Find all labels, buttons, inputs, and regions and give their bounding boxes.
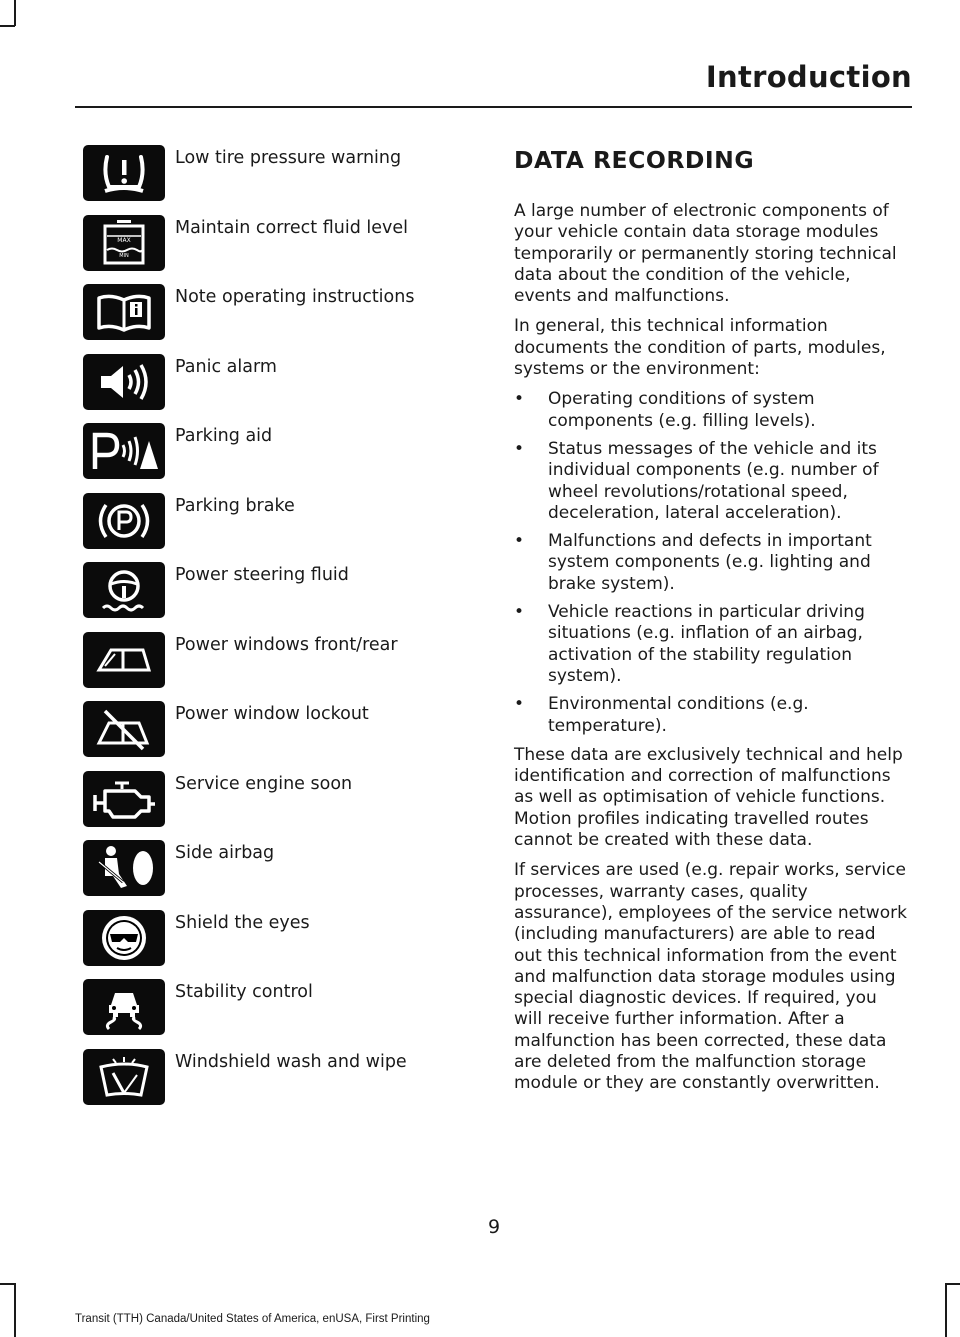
paragraph: A large number of electronic components of your vehicle contain data storage modules temporarily or permanently storing technical data about the condition of the vehicle, events and malfunctions. [514,201,897,307]
bullet-marker: • [514,602,525,623]
symbol-row [83,493,443,563]
symbol-list [83,145,443,1118]
symbol-label: Maintain correct fluid level [175,217,408,238]
symbol-label: Parking brake [175,495,295,516]
panic-alarm-icon [83,354,165,410]
crop-mark [0,1283,15,1285]
list-item-text: Vehicle reactions in particular driving situations (e.g. inflation of an airbag, activation of the stability regulation system). [548,602,865,686]
window-lockout-icon [83,701,165,757]
svg-text:MAX: MAX [117,236,131,244]
section-heading: DATA RECORDING [514,146,755,174]
paragraph: If services are used (e.g. repair works, service processes, warranty cases, quality assurance), employees of the service network (including manufacturers) are able to read out this technical information from the event and malfunction data storage modules using special diagnostic devices. If required, you will receive further information. After a malfunction has been corrected, these data are deleted from the malfunction storage module or they are constantly overwritten. [514,860,907,1094]
engine-icon [83,771,165,827]
symbol-row [83,1049,443,1119]
symbol-row [83,145,443,215]
list-item [514,602,908,687]
symbol-label: Power windows front/rear [175,634,398,655]
list-item-text: Operating conditions of system components (e.g. filling levels). [548,389,816,431]
symbol-label: Stability control [175,982,313,1002]
symbol-row [83,423,443,493]
fluid-level-icon [83,215,165,271]
footer-text: Transit (TTH) Canada/United States of America, enUSA, First Printing [75,1313,430,1325]
symbol-row [83,910,443,980]
list-item-text: Malfunctions and defects in important system components (e.g. lighting and brake system). [548,531,872,594]
symbol-label: Windshield wash and wipe [175,1051,407,1072]
list-item [514,439,908,524]
bullet-list [514,389,908,736]
bullet-marker: • [514,389,525,410]
symbol-row [83,701,443,771]
symbol-label: Note operating instructions [175,287,415,307]
stability-control-icon [83,979,165,1035]
data-recording-section [514,140,908,1104]
symbol-label: Side airbag [175,843,275,863]
symbol-row [83,840,443,910]
crop-mark [14,0,16,26]
crop-mark [0,25,15,27]
crop-mark [14,1283,16,1337]
crop-mark [945,1283,947,1337]
symbol-label: Shield the eyes [175,912,310,933]
power-steering-fluid-icon [83,562,165,618]
symbol-label: Power steering fluid [175,565,349,585]
bullet-marker: • [514,531,525,552]
bullet-marker: • [514,438,525,459]
list-item-text: Status messages of the vehicle and its individual components (e.g. number of wheel revolutions/rotational speed, deceleration, lateral acceleration). [548,438,879,523]
symbol-label: Parking aid [175,426,273,446]
symbol-row [83,354,443,424]
parking-aid-icon [83,423,165,479]
page-number: 9 [487,1216,501,1238]
side-airbag-icon [83,840,165,896]
list-item [514,694,908,737]
list-item [514,389,908,432]
symbol-row [83,979,443,1049]
crop-mark [945,1283,960,1285]
shield-eyes-icon [83,910,165,966]
paragraph: These data are exclusively technical and help identification and correction of malfunctions as well as optimisation of vehicle functions. Motion profiles indicating travelled routes cannot be created with these data. [514,744,903,851]
symbol-row [83,284,443,354]
symbol-label: Power window lockout [175,704,369,724]
header-divider [75,106,912,108]
list-item-text: Environmental conditions (e.g. temperature). [548,694,809,736]
symbol-row [83,562,443,632]
parking-brake-icon [83,493,165,549]
svg-text:MIN: MIN [119,252,129,259]
bullet-marker: • [514,694,525,715]
symbol-row [83,632,443,702]
symbol-label: Service engine soon [175,773,353,794]
list-item [514,531,908,595]
symbol-label: Low tire pressure warning [175,148,402,168]
power-windows-icon [83,632,165,688]
symbol-row [83,771,443,841]
symbol-row [83,215,443,285]
paragraph: In general, this technical information documents the condition of parts, modules, systems or the environment: [514,316,886,380]
page-title: Introduction [705,60,912,94]
symbol-label: Panic alarm [175,356,277,377]
windshield-wiper-icon [83,1049,165,1105]
low-tire-pressure-icon [83,145,165,201]
operating-instructions-icon [83,284,165,340]
